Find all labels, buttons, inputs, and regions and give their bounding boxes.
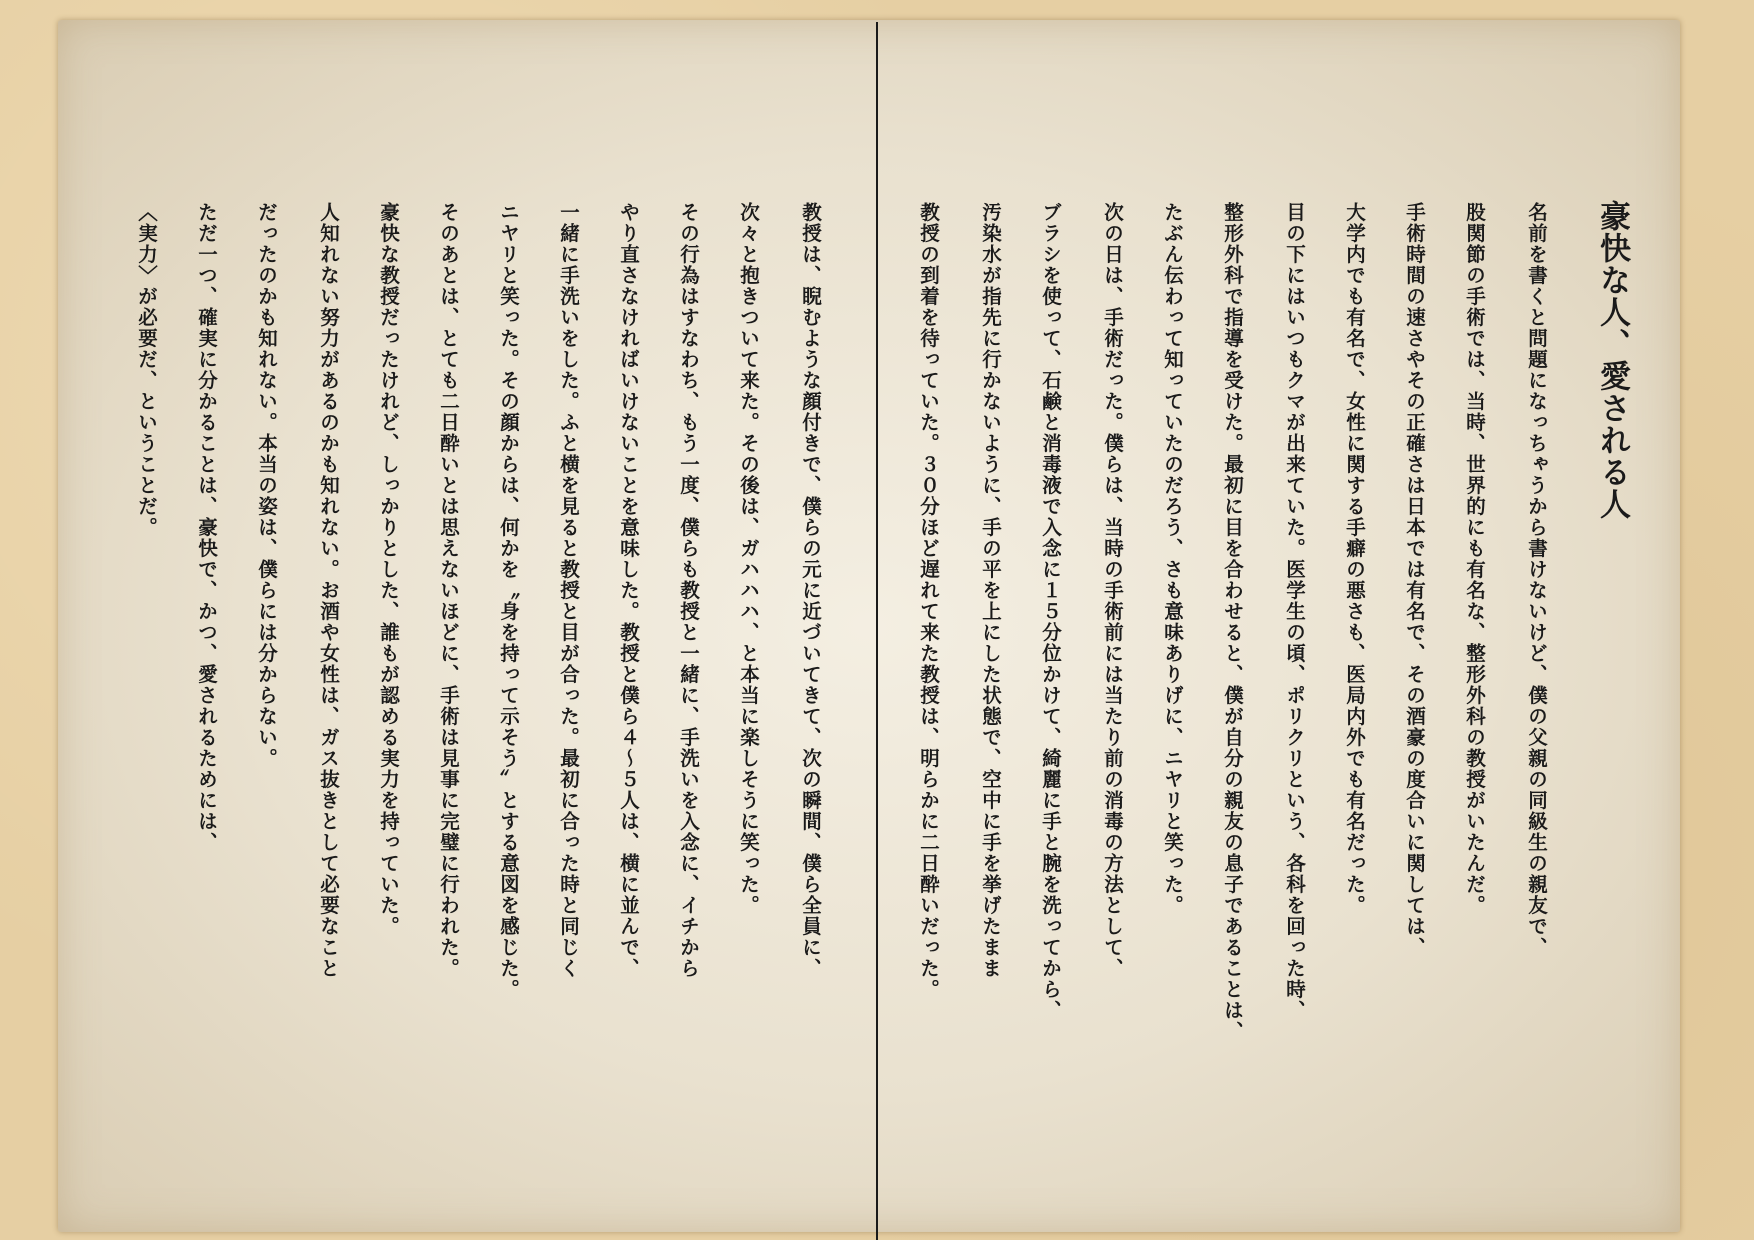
text-line: 教授の到着を待っていた。３０分ほど遅れて来た教授は、明らかに二日酔いだった。: [917, 202, 940, 1000]
text-line: そのあとは、とても二日酔いとは思えないほどに、手術は見事に完璧に行われた。: [437, 202, 460, 979]
text-line: たぶん伝わって知っていたのだろう、さも意味ありげに、ニヤリと笑った。: [1161, 202, 1184, 916]
text-line: 手術時間の速さやその正確さは日本では有名で、その酒豪の度合いに関しては、: [1403, 202, 1426, 958]
page-divider: [876, 22, 878, 1240]
text-line: 一緒に手洗いをした。ふと横を見ると教授と目が合った。最初に合った時と同じく: [557, 202, 580, 979]
text-line: ブラシを使って、石鹸と消毒液で入念に１５分位かけて、綺麗に手と腕を洗ってから、: [1039, 202, 1062, 1021]
text-line: 股関節の手術では、当時、世界的にも有名な、整形外科の教授がいたんだ。: [1463, 202, 1486, 916]
text-line: 〈実力〉が必要だ、ということだ。: [135, 202, 158, 538]
text-line: 次の日は、手術だった。僕らは、当時の手術前には当たり前の消毒の方法として、: [1101, 202, 1124, 979]
text-line: 目の下にはいつもクマが出来ていた。医学生の頃、ポリクリという、各科を回った時、: [1283, 202, 1306, 1021]
text-line: 人知れない努力があるのかも知れない。お酒や女性は、ガス抜きとして必要なこと: [317, 202, 340, 979]
text-line: 大学内でも有名で、女性に関する手癖の悪さも、医局内外でも有名だった。: [1343, 202, 1366, 916]
paper-sheet: [58, 20, 1680, 1232]
text-line: 豪快な教授だったけれど、しっかりとした、誰もが認める実力を持っていた。: [377, 202, 400, 937]
text-line: 整形外科で指導を受けた。最初に目を合わせると、僕が自分の親友の息子であることは、: [1221, 202, 1244, 1042]
page-title: 豪快な人、愛される人: [1594, 200, 1630, 520]
text-line: 次々と抱きついて来た。その後は、ガハハハ、と本当に楽しそうに笑った。: [737, 202, 760, 916]
text-line: 名前を書くと問題になっちゃうから書けないけど、僕の父親の同級生の親友で、: [1525, 202, 1548, 958]
text-line: ニヤリと笑った。その顔からは、何かを〝身を持って示そう〟とする意図を感じた。: [497, 202, 520, 1000]
text-line: やり直さなければいけないことを意味した。教授と僕ら４～５人は、横に並んで、: [617, 202, 640, 979]
text-line: その行為はすなわち、もう一度、僕らも教授と一緒に、手洗いを入念に、イチから: [677, 202, 700, 979]
text-line: ただ一つ、確実に分かることは、豪快で、かつ、愛されるためには、: [195, 202, 218, 853]
text-line: 教授は、睨むような顔付きで、僕らの元に近づいてきて、次の瞬間、僕ら全員に、: [799, 202, 822, 979]
text-line: だったのかも知れない。本当の姿は、僕らには分からない。: [255, 202, 278, 769]
text-line: 汚染水が指先に行かないように、手の平を上にした状態で、空中に手を挙げたまま: [979, 202, 1002, 979]
